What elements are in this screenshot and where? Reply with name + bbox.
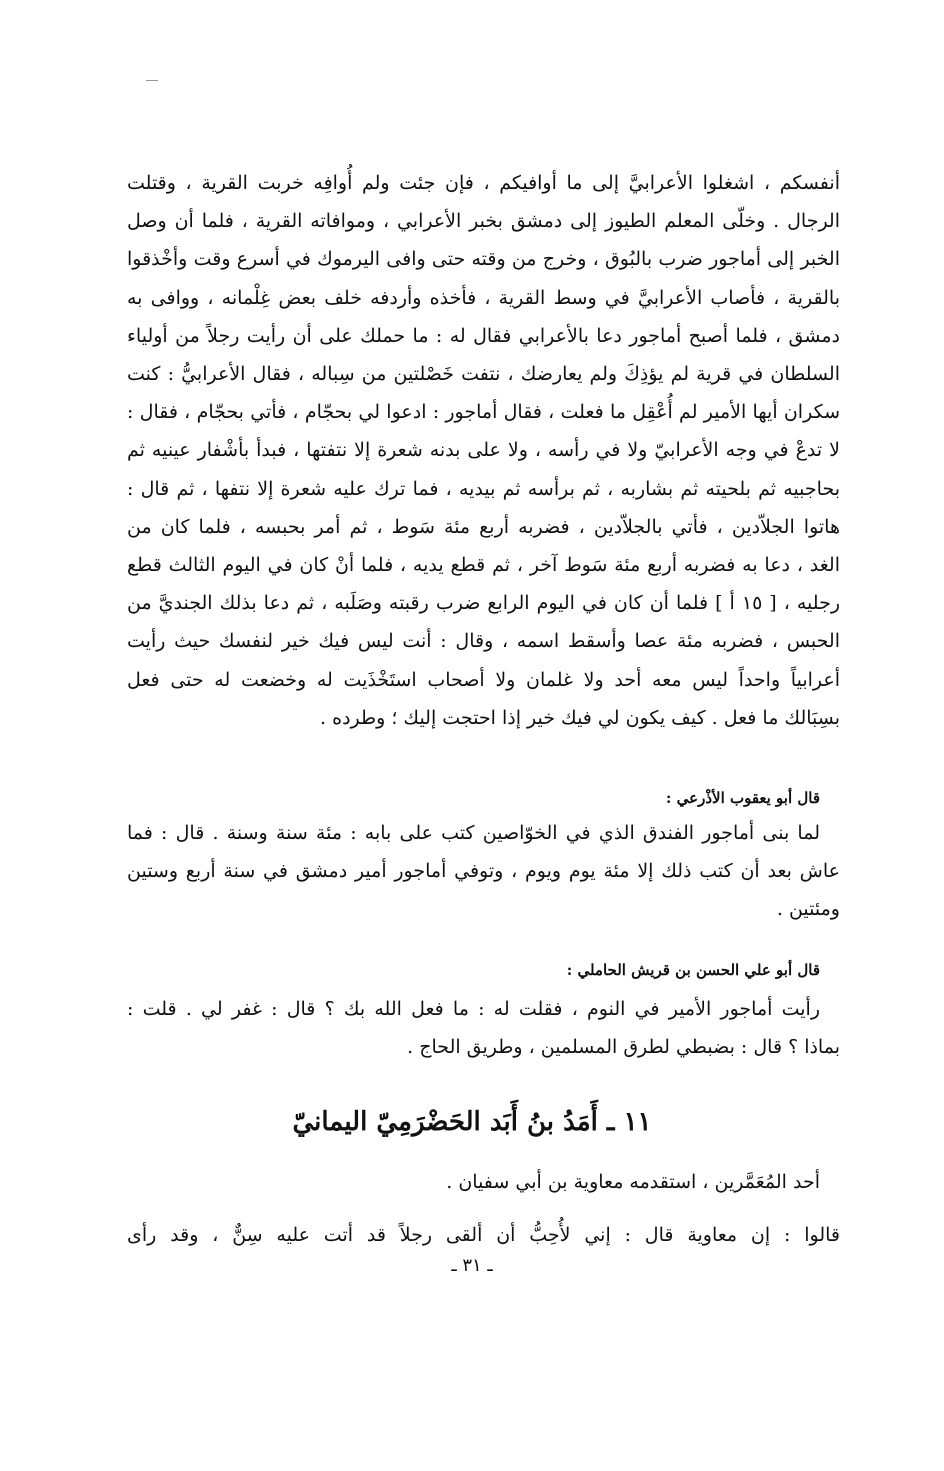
text-line: الحبس ، فضربه مئة عصا وأسقط اسمه ، وقال : أنت ليس فيك خير لنفسك حيث رأيت [127,630,840,653]
text-line: ومئتين . [776,898,840,920]
section-intro: أحد المُعَمَّرين ، استقدمه معاوية بن أبي سفيان . [446,1171,820,1193]
text-line: بماذا ؟ قال : بضبطي لطرق المسلمين ، وطريق الحاج . [407,1036,840,1058]
text-line: رجليه ، [ ١٥ أ ] فلما أن كان في اليوم الرابع ضرب رقبته وصَلَبه ، ثم دعا بذلك الجنديَّ من [127,592,841,615]
text-line: السلطان في قرية لم يؤذِكَ ولم يعارضك ، نتفت خَصْلتين من سِباله ، فقال الأعرابيُّ : كنت [127,363,840,385]
text-line: لما بنى أماجور الفندق الذي في الخوّاصين كتب على بابه : مئة سنة وسنة . قال : فما [127,822,820,844]
text-line: عاش بعد أن كتب ذلك إلا مئة يوم ويوم ، وتوفي أماجور أمير دمشق في سنة أربع وستين [127,860,840,882]
text-line: الرجال . وخلّى المعلم الطيوز إلى دمشق بخبر الأعرابي ، وموافاته القرية ، فلما أن وصل [127,210,840,233]
text-line: بالقرية ، فأصاب الأعرابيَّ في وسط القرية ، فأخذه وأردفه خلف بعض غِلْمانه ، ووافى به [127,286,840,309]
text-line: الغد ، دعا به فضربه أربع مئة سَوط آخر ، ثم قطع يديه ، فلما أنْ كان في اليوم الثالث قطع [127,554,840,576]
text-line: أعرابياً واحداً ليس معه أحد ولا غلمان ولا أصحاب استَخْذَيت له وخضعت له حتى فعل [127,668,840,691]
text-line: رأيت أماجور الأمير في النوم ، فقلت له : ما فعل الله بك ؟ قال : غفر لي . قلت : [127,998,820,1020]
text-line: الخبر إلى أماجور ضرب بالبُوق ، وخرج من وقته حتى وافى اليرموك في أسرع وقت وأخْذقوا [127,248,840,271]
text-line: هاتوا الجلاّدين ، فأتي بالجلاّدين ، فضربه أربع مئة سَوط ، ثم أمر بحبسه ، فلما كان من [127,515,840,538]
speaker-heading-1: قال أبو يعقوب الأذْرعي : [665,789,820,807]
text-line: دمشق ، فلما أصبح أماجور دعا بالأعرابي فقال له : ما حملك على أن رأيت رجلاً من أولياء [127,324,840,347]
text-line: بحاجبيه ثم بلحيته ثم بشاربه ، ثم برأسه ثم بيديه ، فما ترك عليه شعرة إلا نتفها ، ثم قال : [127,477,840,500]
speaker-heading-2: قال أبو علي الحسن بن قريش الحاملي : [566,961,820,979]
scan-mark [146,80,158,81]
text-line: بسِبَالك ما فعل . كيف يكون لي فيك خير إذا احتجت إليك ؛ وطرده . [320,706,840,729]
text-line: أنفسكم ، اشغلوا الأعرابيَّ إلى ما أوافيكم ، فإن جئت ولم أُوافِه خربت القرية ، وقتلت [127,172,840,194]
text-line: سكران أيها الأمير لم أُعْقِل ما فعلت ، فقال أماجور : ادعوا لي بحجّام ، فأتي بحجّام ، فقال : [127,401,840,424]
paragraph-4-line: قالوا : إن معاوية قال : إني لأُحِبُّ أن ألقى رجلاً قد أتت عليه سِنٌّ ، وقد رأى [127,1224,840,1246]
section-title: ١١ ـ أَمَدُ بنُ أَبَد الحَضْرَمِيّ اليمانيّ [292,1107,652,1137]
page-number: ـ ٣١ ـ [451,1255,493,1276]
text-line: لا تدعْ في وجه الأعرابيّ ولا في رأسه ، ولا على بدنه شعرة إلا نتفتها ، فبدأ بأشْفار عينيه ثم [127,439,840,462]
